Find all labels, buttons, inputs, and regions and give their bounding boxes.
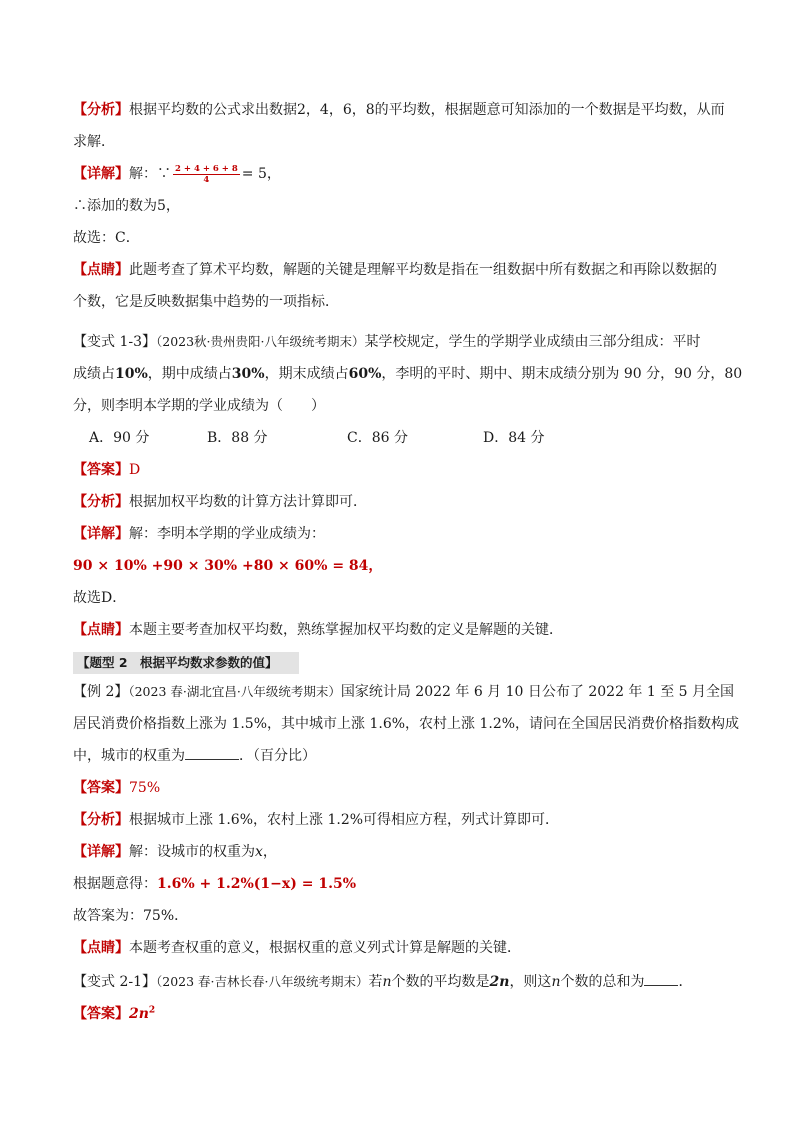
question-text: ，期中成绩占 <box>147 366 232 382</box>
analysis-text: 根据平均数的公式求出数据2，4，6，8的平均数，根据题意可知添加的一个数据是平均数，从而 <box>129 102 725 118</box>
option-b: B．88 分 <box>207 430 268 446</box>
question-text: 若 <box>368 974 383 990</box>
answer-exponent: 2 <box>148 1005 156 1016</box>
question-text: ．（百分比） <box>239 748 316 764</box>
answer-value: D <box>129 462 141 478</box>
example-tag: 【例 2】 <box>73 684 129 700</box>
choose-line: 故选D． <box>73 590 127 606</box>
analysis-tag: 【分析】 <box>73 102 129 118</box>
analysis-tag: 【分析】 <box>73 494 129 510</box>
example-2 <box>73 676 740 964</box>
prev-solution <box>73 94 733 318</box>
question-text: ，则这 <box>509 974 552 990</box>
mean-expression: 2n <box>489 974 510 990</box>
formula: 90 × 10% +90 × 30% +80 × 60% = 84， <box>73 558 383 574</box>
answer-blank <box>644 971 678 986</box>
variable-n: n <box>382 974 392 990</box>
result-line: 故答案为：75%． <box>73 908 189 924</box>
answer-tag: 【答案】 <box>73 780 129 796</box>
comment-text: 本题主要考查加权平均数，熟练掌握加权平均数的定义是解题的关键． <box>129 622 563 638</box>
analysis-text: 根据加权平均数的计算方法计算即可． <box>129 494 367 510</box>
question-text: 成绩占 <box>73 366 115 382</box>
detail-tag: 【详解】 <box>73 526 129 542</box>
variant-tag: 【变式 1-3】 <box>73 334 156 350</box>
analysis-text-cont: 求解． <box>73 134 115 150</box>
percent-value: 60% <box>348 366 382 382</box>
detail-text: 解：∵ <box>129 166 171 182</box>
question-text: 中，城市的权重为 <box>73 748 185 764</box>
question-text: 分，则李明本学期的学业成绩为（ ） <box>73 398 325 414</box>
comment-text: 本题考查权重的意义，根据权重的意义列式计算是解题的关键． <box>129 940 521 956</box>
fraction-denominator: 4 <box>203 174 210 185</box>
fraction-numerator: 2 + 4 + 6 + 8 <box>175 163 238 174</box>
detail-text: 解：李明本学期的学业成绩为： <box>129 526 325 542</box>
question-text: 个数的总和为 <box>560 974 645 990</box>
so-line: ∴添加的数为5， <box>73 198 180 214</box>
question-text: ，李明的平时、期中、期末成绩分别为 90 分，90 分，80 <box>381 366 743 382</box>
question-text: 居民消费价格指数上涨为 1.5%，其中城市上涨 1.6%，农村上涨 1.2%，请问在全国居民消费价格指数构成 <box>73 716 740 732</box>
comment-text-cont: 个数，它是反映数据集中趋势的一项指标． <box>73 294 339 310</box>
equation: 1.6% + 1.2%(1−x) = 1.5% <box>157 876 357 892</box>
question-text: 个数的平均数是 <box>391 974 490 990</box>
fraction-result: = 5， <box>241 166 281 182</box>
variable-n: n <box>551 974 561 990</box>
detail-text: 解：设城市的权重为 <box>129 844 255 860</box>
question-text: ． <box>678 974 693 990</box>
variant-2-1 <box>73 966 733 1030</box>
detail-tag: 【详解】 <box>73 844 129 860</box>
variable-x: x <box>255 844 263 860</box>
fraction <box>173 164 240 185</box>
comment-tag: 【点睛】 <box>73 940 129 956</box>
option-a: A．90 分 <box>89 430 150 446</box>
question-text: 某学校规定，学生的学期学业成绩由三部分组成：平时 <box>364 334 701 350</box>
answer-tag: 【答案】 <box>73 462 129 478</box>
variant-tag: 【变式 2-1】 <box>73 974 156 990</box>
comment-tag: 【点睛】 <box>73 262 129 278</box>
equation-label: 根据题意得： <box>73 876 157 892</box>
variant-1-3 <box>73 326 743 646</box>
percent-value: 10% <box>115 366 148 382</box>
section-header: 【题型 2 根据平均数求参数的值】 <box>73 652 299 674</box>
comment-text: 此题考查了算术平均数，解题的关键是理解平均数是指在一组数据中所有数据之和再除以数据的 <box>129 262 717 278</box>
variant-source: （2023秋·贵州贵阳·八年级统考期末） <box>156 334 365 349</box>
example-source: （2023 春·湖北宜昌·八年级统考期末） <box>128 684 341 699</box>
percent-value: 30% <box>231 366 265 382</box>
option-d: D．84 分 <box>483 430 545 446</box>
analysis-text: 根据城市上涨 1.6%，农村上涨 1.2%可得相应方程，列式计算即可． <box>129 812 560 828</box>
question-text: ，期末成绩占 <box>264 366 349 382</box>
comment-tag: 【点睛】 <box>73 622 129 638</box>
answer-tag: 【答案】 <box>73 1006 129 1022</box>
detail-text: ， <box>262 844 277 860</box>
option-c: C．86 分 <box>347 430 408 446</box>
detail-tag: 【详解】 <box>73 166 129 182</box>
answer-value: 2n <box>129 1006 149 1022</box>
answer-blank <box>185 745 239 760</box>
variant-source: （2023 春·吉林长春·八年级统考期末） <box>156 974 369 989</box>
choose-line: 故选：C． <box>73 230 140 246</box>
analysis-tag: 【分析】 <box>73 812 129 828</box>
question-text: 国家统计局 2022 年 6 月 10 日公布了 2022 年 1 至 5 月全国 <box>340 684 735 700</box>
answer-value: 75% <box>129 780 161 796</box>
options-row <box>73 422 733 454</box>
